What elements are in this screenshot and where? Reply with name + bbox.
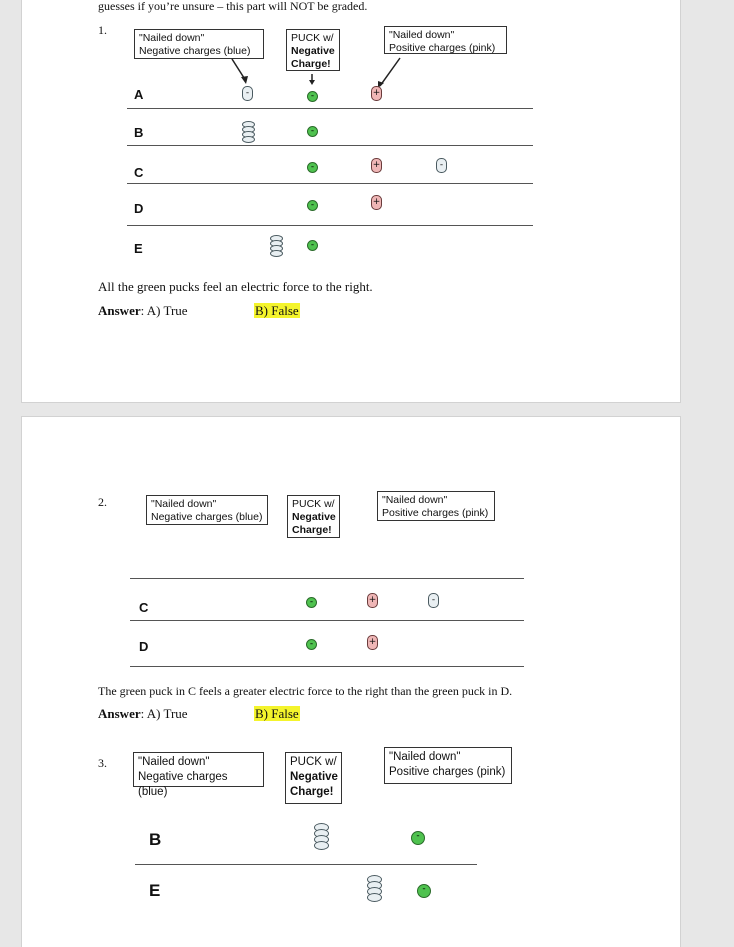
label-text: "Nailed down" [151, 498, 217, 510]
arrowhead [309, 80, 315, 85]
pink-label-box [377, 491, 495, 521]
green-puck: - [411, 831, 425, 845]
green-puck: - [307, 162, 318, 173]
answer-label: Answer [98, 706, 141, 721]
blue-negative-charge: - [436, 158, 447, 173]
blue-negative-charge-stack [242, 121, 255, 143]
row-label-b: B [134, 125, 144, 140]
question-2-answer [98, 706, 188, 722]
label-text: Negative [291, 45, 335, 57]
question-3-number: 3. [98, 756, 107, 770]
arrowhead [241, 76, 248, 84]
row-divider [127, 108, 533, 109]
puck-label-box [287, 495, 340, 538]
question-1-answer-b [254, 303, 300, 319]
row-divider [135, 864, 477, 865]
green-puck: - [306, 639, 317, 650]
blue-negative-charge-stack [270, 235, 283, 257]
row-divider [127, 225, 533, 226]
pointer-arrows [22, 0, 680, 106]
blue-negative-charge-stack [367, 875, 382, 905]
label-text: "Nailed down" [139, 32, 205, 44]
row-divider [127, 145, 533, 146]
row-label-c: C [134, 165, 144, 180]
answer-option-b-highlighted: B) False [255, 706, 299, 721]
label-text: Negative [292, 511, 336, 523]
answer-label: Answer [98, 303, 141, 318]
label-text: Charge! [290, 786, 334, 798]
page-1 [22, 0, 680, 402]
pink-positive-charge: + [371, 158, 382, 173]
green-puck: - [307, 200, 318, 211]
answer-option-a: : A) True [140, 706, 188, 721]
green-puck: - [306, 597, 317, 608]
label-text: Positive charges (pink) [389, 766, 506, 778]
answer-option-a: : A) True [140, 303, 188, 318]
label-text: Positive charges (pink) [389, 42, 496, 54]
row-label-e: E [149, 881, 161, 900]
label-text: PUCK w/ [291, 32, 334, 44]
label-text: Negative charges (blue) [138, 771, 228, 798]
green-puck: - [307, 91, 318, 102]
label-text: Positive charges (pink) [382, 507, 489, 519]
blue-label-box [146, 495, 268, 525]
question-2-number: 2. [98, 495, 107, 509]
answer-option-b-highlighted: B) False [255, 303, 299, 318]
pink-positive-charge: + [367, 635, 378, 650]
question-2-statement: The green puck in C feels a greater electric force to the right than the green puck in D. [98, 684, 513, 698]
label-text: "Nailed down" [389, 29, 455, 41]
label-text: Negative charges (blue) [139, 45, 251, 57]
row-label-a: A [134, 87, 144, 102]
intro-text: guesses if you’re unsure – this part will NOT be graded. [98, 0, 368, 13]
pink-positive-charge: + [371, 86, 382, 101]
row-divider [130, 578, 524, 579]
row-label-d: D [134, 201, 144, 216]
label-text: Charge! [292, 524, 332, 536]
label-text: PUCK w/ [292, 498, 335, 510]
label-text: "Nailed down" [389, 751, 461, 763]
green-puck: - [307, 240, 318, 251]
pink-positive-charge: + [367, 593, 378, 608]
blue-negative-charge: - [428, 593, 439, 608]
row-divider [130, 666, 524, 667]
page-2 [22, 417, 680, 947]
question-1-answer [98, 303, 188, 319]
pink-positive-charge: + [371, 195, 382, 210]
arrow-to-pink [380, 58, 400, 86]
label-text: "Nailed down" [138, 756, 210, 768]
row-divider [130, 620, 524, 621]
green-puck: - [307, 126, 318, 137]
puck-label-box [285, 752, 342, 804]
label-text: Charge! [291, 58, 331, 70]
row-divider [127, 183, 533, 184]
blue-negative-charge-stack [314, 823, 329, 853]
label-text: Negative charges (blue) [151, 511, 263, 523]
row-label-d: D [139, 639, 149, 654]
question-1-number: 1. [98, 23, 107, 37]
row-label-e: E [134, 241, 143, 256]
blue-label-box [133, 752, 264, 798]
label-text: "Nailed down" [382, 494, 448, 506]
label-text: Negative [290, 771, 338, 783]
question-2-answer-b [254, 706, 300, 722]
green-puck: - [417, 884, 431, 898]
label-text: PUCK w/ [290, 756, 337, 768]
pink-label-box [384, 747, 512, 784]
row-label-b: B [149, 830, 162, 849]
question-1-statement: All the green pucks feel an electric force to the right. [98, 279, 373, 294]
blue-negative-charge: - [242, 86, 253, 101]
row-label-c: C [139, 600, 149, 615]
